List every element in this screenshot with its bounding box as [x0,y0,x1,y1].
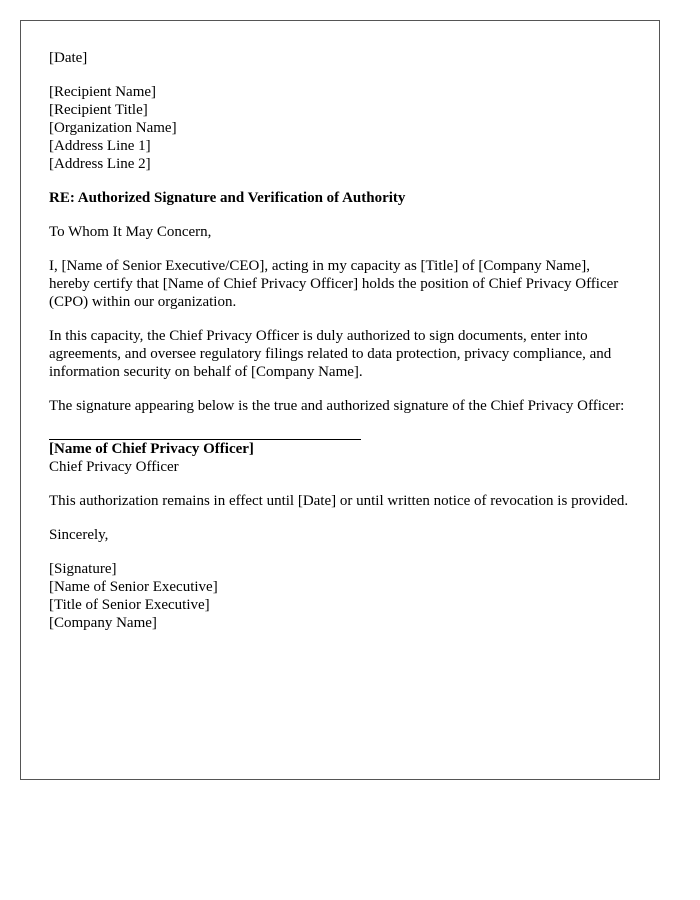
recipient-title: [Recipient Title] [49,102,148,118]
paragraph-certification: I, [Name of Senior Executive/CEO], acting in my capacity as [Title] of [Company Name], hereby certify that [Name of Chief Privacy Officer] holds the position of Chief Privacy Officer (CPO) within our organization. [49,258,619,310]
letter-date [49,49,631,67]
recipient-block [49,83,631,173]
cpo-name: [Name of Chief Privacy Officer] [49,441,254,457]
subject-line: RE: Authorized Signature and Verification of Authority [49,190,406,206]
cpo-signature-block [49,415,631,476]
sender-signature: [Signature] [49,561,117,577]
sender-title: [Title of Senior Executive] [49,597,210,613]
paragraph-signature-intro: The signature appearing below is the true and authorized signature of the Chief Privacy Officer: [49,398,625,414]
sender-company: [Company Name] [49,615,157,631]
date-text: [Date] [49,50,88,66]
cpo-title: Chief Privacy Officer [49,459,179,475]
sender-name: [Name of Senior Executive] [49,579,218,595]
recipient-address-line-1: [Address Line 1] [49,138,151,154]
paragraph-authority: In this capacity, the Chief Privacy Officer is duly authorized to sign documents, enter into agreements, and oversee regulatory filings related to data protection, privacy compliance, and information security on behalf of [Company Name]. [49,328,612,380]
signature-line [49,415,361,440]
sender-block [49,560,631,632]
salutation: To Whom It May Concern, [49,224,212,240]
recipient-organization: [Organization Name] [49,120,177,136]
letter-page [20,20,660,780]
recipient-name: [Recipient Name] [49,84,157,100]
closing: Sincerely, [49,527,109,543]
recipient-address-line-2: [Address Line 2] [49,156,151,172]
paragraph-validity: This authorization remains in effect until [Date] or until written notice of revocation is provided. [49,493,629,509]
